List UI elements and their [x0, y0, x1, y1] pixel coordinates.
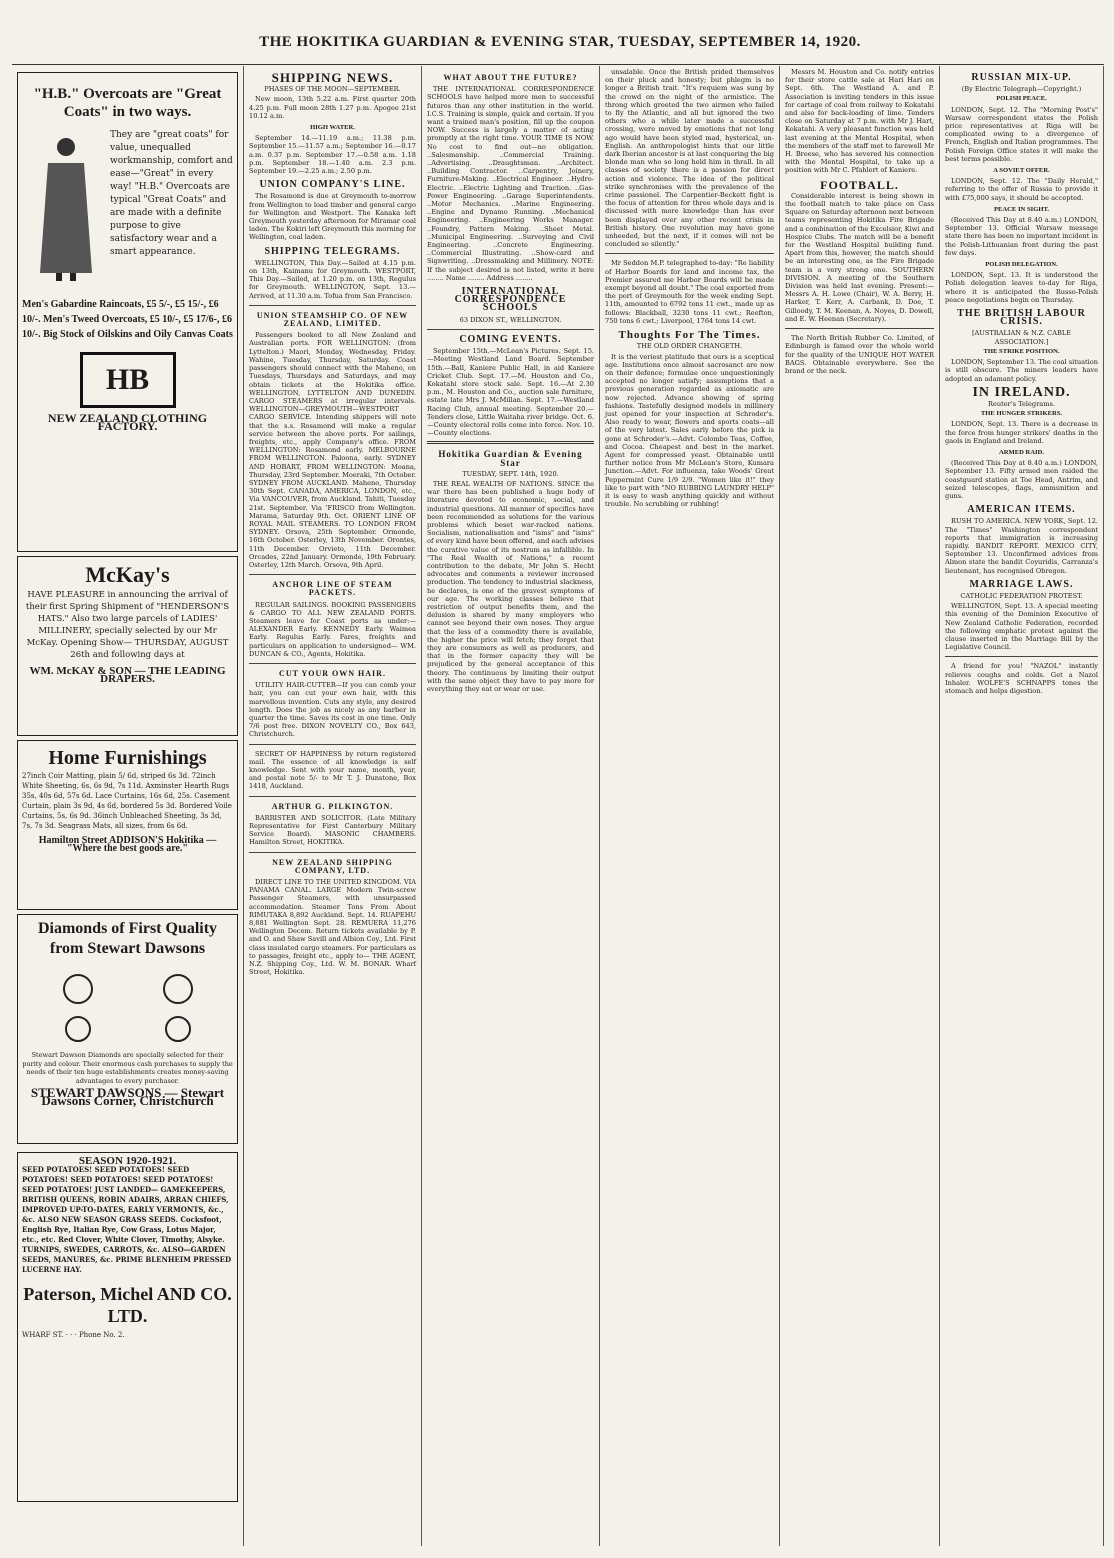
paterson-michel-logo: Paterson, Michel AND CO. LTD. [23, 1284, 232, 1327]
marriage-laws-body: WELLINGTON, Sept. 13. A special meeting this evening of the Dominion Executive of New Zealand Catholic Federation, recorded the following emphatic protest against the clause inserted in the Marriage Bill by the Legislative Council. [945, 602, 1098, 652]
season-title: SEASON 1920-1921. [78, 1155, 177, 1167]
marriage-laws-subheading: CATHOLIC FEDERATION PROTEST. [960, 591, 1083, 600]
column-4 [600, 66, 780, 1546]
shipping-telegrams-heading: SHIPPING TELEGRAMS. [264, 245, 401, 257]
thoughts-subheading: THE OLD ORDER CHANGETH. [636, 342, 743, 351]
masthead: THE HOKITIKA GUARDIAN & EVENING STAR, TUESDAY, SEPTEMBER 14, 1920. [259, 34, 861, 50]
strike-body: LONDON, September 13. The coal situation is still obscure. The miners leaders have adopted an adamant policy. [945, 358, 1098, 383]
hb-ad-title: "H.B." Overcoats are "Great Coats" in two ways. [33, 86, 222, 120]
mckay-sign: WM. McKAY & SON — THE LEADING DRAPERS. [29, 665, 226, 686]
diamonds-title: Diamonds of First Quality from Stewart Dawsons [37, 920, 218, 957]
season-body: SEED POTATOES! SEED POTATOES! SEED POTATOES! SEED POTATOES! SEED POTATOES! SEED POTATOES! JUST LANDED— GAMEKEEPERS, BRITISH QUEENS, ROBIN ADAIRS, ARRAN CHIEFS, IMPROVED UP-TO-DATES, EARLY VERMONTS, &c., &c. ALSO NEW SEASON GRASS SEEDS. Cocksfoot, English Rye, Italian Rye, Cow Grass, Lotus Major, etc., etc. Red Clover, White Clover, Timothy, Alsyke. TURNIPS, SWEDES, CARROTS, &c. ALSO—GARDEN SEEDS, MANURES, &c. PRIME BLENHEIM PRESSED LUCERNE HAY. [22, 1165, 232, 1275]
football-body: Considerable interest is being shown in the football match to take place on Cass Square on Saturday afternoon next between teams representing Hokitika Fire Brigade and a combination of the Excelsior, Kiwi and Hospice Clubs. The match will be a benefit for the Westland Hospital building fund. Apart from this, however, the match should be an interesting one, as the Fire Brigade team is a very strong one. SOUTHERN DIVISION. A meeting of the Southern Division was held last evening. Present:—Messrs A. H. Lowe (Chair), W. A. Berry, H. Harker, T. Kerr, A. Carbank, D. Doe, T. Gilloody, T. M. Keenan, A. Noyes, D. Dowell, and E. W. Heenan (Secretary). [785, 191, 935, 323]
hb-ad-body: They are "great coats" for value, unequalled workmanship, comfort and ease—"Great" in every way! "H.B." Overcoats are typical "Great Coats" and are made with a definite purpose to give satisfactory wear and a smart appearance. [110, 130, 233, 257]
leader-article: THE REAL WEALTH OF NATIONS. SINCE the war there has been published a huge body of literature devoted to economic, social, and industrial questions. All manner of specifics have been recommended as solutions for the various problems which beset war-racked nations. Socialism, nationalisation and "isms" and "isms" of every kind have been offered, and each advises the curative value of its nostrum as infallible. In "The Real Wealth of Nations," a recent contribution to the debate, Mr John S. Hecht advocates and comments a reviewer increased production. The tendency to industrial slackness, he declares, is one of the gravest symptoms of our age. The working classes believe that restriction of output benefits them, and the delusion is shared by many employers who cannot see beyond their own noses. They argue that the less of a commodity there is available, the higher the price will fetch; they forget that they are consumers as well as producers, and that in the former capacity they will be prejudiced by the general acceptance of this theory. The continuous by limiting their output with the same object they have to pay more for everything they eat or wear or use. [427, 479, 594, 694]
future-heading: WHAT ABOUT THE FUTURE? [443, 73, 578, 82]
polish-peace-heading: POLISH PEACE. [996, 95, 1047, 103]
russian-subheading: (By Electric Telegraph—Copyright.) [961, 85, 1082, 94]
column-5 [780, 66, 940, 1546]
hair-cutter-body: UTILITY HAIR-CUTTER—If you can comb your hair, you can cut your own hair, with this marvellous invention. Cuts any style, any desired length. Does the job as nicely as any barber in quarter the time. Saves its cost in one time. Only 7/6 post free. DIXON NOVELTY CO., Box 643, Christchurch. [249, 681, 416, 739]
mckay-ad [17, 556, 238, 736]
pilkington-heading: ARTHUR G. PILKINGTON. [271, 801, 394, 811]
moon-phases-body: New moon, 13th 5.22 a.m. First quarter 20th 4.25 p.m. Full moon 28th 1.27 p.m. Apogee 21st 10.12 a.m. [249, 95, 416, 120]
football-heading: FOOTBALL. [820, 177, 899, 192]
future-body: THE INTERNATIONAL CORRESPONDENCE SCHOOLS have helped more men to successful futures than any other institution in the world. I.C.S. Training is simple, quick and certain. If you want a trained man's position, fill up the coupon NOW. Success is largely a matter of acting promptly at the right time. YOUR TIME IS NOW. No cost to find out—no obligation. ..Salesmanship. ..Commercial Training. ..Advertising. ..Draughtsman. ..Architect. ..Building Contractor. ..Carpentry, Joinery, Furniture-Making. ..Electrical Engineer. ..Hydro-Electric. ..Electric Lighting and Traction. ..Gas-Power Engineering. ..Garage Superintendents. ..Motor Mechanics. ..Marine Engineering. ..Engine and Dynamo Running. ..Mechanical Engineering. ..Engineering Works Manager. ..Foundry, Pattern Making. ..Sheet Metal. ..Municipal Engineering. ..Surveying and Civil Engineering. ..Concrete Engineering. ..Commercial Illustrating. ..Show-card and Signwriting. ..Dressmaking and Millinery. NOTE: If the subject desired is not listed, write it here ........ Name ........ Address ........ [427, 85, 594, 282]
column-2 [244, 66, 422, 1546]
nazol-notice: A friend for you! "NAZOL" instantly relieves coughs and colds. Get a Nazol Inhaler. WOLFE'S SCHNAPPS tones the stomach and helps digestion. [945, 662, 1098, 695]
hunger-strikers-body: LONDON, Sept. 13. There is a decrease in the force from hunger strikers' deaths in the gaols in England and Ireland. [945, 420, 1098, 445]
coming-events-body: September 15th.—McLean's Pictures. Sept. 15.—Meeting Westland Land Board. September 15th.—Ball, Kaniere Public Hall, in aid Kaniere Cricket Club. Sept. 17.—M. Houston and Co., Kokatahi store stock sale. Sept. 16.—At 2.30 p.m., M. Houston and Co., auction sale furniture, estate late Mrs J. McMillan. Sept. 17.—Westland Racing Club, annual meeting. September 20.—Tenders close, Little Waitaha river bridge. Oct. 6.—County electoral rolls come into force. Nov. 10.—County elections. [427, 347, 594, 438]
hb-ad-footer: NEW ZEALAND CLOTHING FACTORY. [47, 411, 208, 434]
article-continued: unsalable. Once the British prided themselves on their pluck and honesty; but phlegm is no longer a British trait. "It's requiem was sung by the crowd on the night of the armistice. The throng which greeted the two airmen who failed to fly the Atlantic, and all but ignored the two others who a while later made a successful crossing, were moved by emotions that not long ago would have been styled mad, hysterical, un-English. An anthropologist hints that our little dark Iberian ancestor is at last conquering the big blonde man who so long held him in thrall. In all classes of society there is a passion for direct action and violence. The idea of the political strike synchronises with the prevalence of the crime passionel. The Carpentier-Beckett fight is the focus of attention for three whole days and is discussed with more knowledge than has ever been displayed over any other recent crisis in British history. One revolution may have gone unheeded, but the next, if it comes will not be concluded so silently." [605, 68, 774, 249]
stewart-dawsons-ad [17, 914, 238, 1144]
labour-crisis-heading: THE BRITISH LABOUR CRISIS. [957, 308, 1086, 328]
column-1 [12, 66, 244, 1546]
soviet-offer-heading: A SOVIET OFFER. [993, 167, 1050, 175]
ics-heading: INTERNATIONAL CORRESPONDENCE SCHOOLS [454, 286, 567, 314]
home-furnishings-body: 27inch Coir Matting, plain 5/ 6d, striped 6s 3d. 72inch White Sheeting, 6s, 6s 9d, 7s 11d. Axminster Hearth Rugs 35s, 40s 6d, 57s 6d. Lace Curtains, 16s 6d, 25s. Casement Curtain, plain 3s 9d, 4s 6d, bordered 5s 3d. Bordered Voile Curtains, 5s, 6s 9d. 36inch Unbleached Sheeting, 3s 3d, 7s, 7s 3d. Seagrass Mats, all sizes, from 6s 6d. [22, 772, 232, 830]
labour-crisis-subheading: [AUSTRALIAN & N.Z. CABLE ASSOCIATION.] [971, 329, 1072, 346]
hunger-strikers-heading: THE HUNGER STRIKERS. [980, 410, 1063, 418]
local-notes: Messrs M. Houston and Co. notify entries for their store cattle sale at Hari Hari on Sept. 6th. The Westland A. and P. Association is inviting tenders in this issue for cartage of coal from railway to Kokatahi and also for back-loading of lime. Tenders close on Saturday at 7 p.m. with Mr J. Hart, Kokatahi. A very pleasant function was held last evening at the Mental Hospital, when the members of the staff met to farewell Mr H. Breese, who has severed his connection with the Mental Hospital, to take up a position with Mr C. Pfahlert of Kaniere. [785, 68, 934, 175]
american-items-body: RUSH TO AMERICA. NEW YORK, Sept. 12. The "Times" Washington correspondent reports that immigration is increasing rapidly. BANDIT REPORT. MEXICO CITY, September 13. Unconfirmed advices from Almon state the bandit Coyuridis, Carranza's lieutenant, has recognised Obregon. [945, 517, 1098, 575]
mckay-body: HAVE PLEASURE in announcing the arrival of their first Spring Shipment of "HENDERSON'S HATS." Also two large parcels of LADIES' MILLINERY, specially selected by our Mr McKay. Opening Show— THURSDAY, AUGUST 26th and following days at [25, 590, 230, 660]
marriage-laws-heading: MARRIAGE LAWS. [969, 578, 1074, 590]
masthead-rule [12, 64, 1104, 65]
home-furnishings-title: Home Furnishings [48, 747, 207, 769]
ireland-heading: IN IRELAND. [972, 384, 1071, 400]
paper-date: TUESDAY, SEPT. 14th, 1920. [462, 469, 559, 478]
soviet-offer-body: LONDON, Sept. 12. The "Daily Herald," referring to the offer of Russia to provide it with £75,000 says, it should be accepted. [945, 177, 1098, 202]
moon-phases-heading: PHASES OF THE MOON—SEPTEMBER. [264, 85, 401, 94]
seed-potatoes-ad [17, 1152, 238, 1502]
armed-raid-heading: ARMED RAID. [998, 448, 1045, 456]
column-3 [422, 66, 600, 1546]
paper-title: Hokitika Guardian & Evening Star [438, 449, 583, 468]
mckay-title: McKay's [85, 562, 170, 587]
shipping-news-heading: SHIPPING NEWS. [271, 70, 394, 85]
union-line-body: The Rosamond is due at Greymouth to-morrow from Wellington to load timber and general cargo for Wellington and Westport. The Kanaka left Greymouth yesterday afternoon for Miramar coal laden. The Kokiri left Greymouth this morning for Wellington, coal laden. [249, 192, 416, 242]
ireland-subheading: Reuter's Telegrams. [988, 399, 1055, 408]
union-line-heading: UNION COMPANY'S LINE. [259, 179, 406, 191]
strike-heading: THE STRIKE POSITION. [983, 347, 1060, 355]
thoughts-body: It is the veriest platitude that ours is a sceptical age. Institutions once almost sacrosanct are now on their defence; formulae once unquestioningly accepted no longer satisfy; assumptions that a previous generation regarded as axiomatic are now rejected. Advance showing of spring fashions. Tastefully designed models in millinery just opened for your inspection at Schroder's. Also ready to wear, flowers and sports coats—all of the very latest. Sales early before the pick is gone at Schroder's.—Advt. Colombo Teas, Coffee, and Cocoa. Cheapest and best in the market. Agent for compressed yeast. Obtainable until further notice from Mr McLean's Store, Kumara Junction.—Advt. For influenza, take Woods' Great Peppermint Cure 1/9 2/9. "Women like it!" they like to part with "NO RUBBING LAUNDRY HELP" it is easy to wash anything quickly and without trouble. No scrubbing or rubbing! [605, 352, 774, 509]
man-in-overcoat-illustration [26, 133, 106, 283]
polish-peace-body: LONDON, Sept. 12. The "Morning Post's" Warsaw correspondent states the Polish price representatives at Riga will be complicated owing to a divergence of French, English and Italian programmes. The Polish Foreign Office states it will make the best terms possible. [945, 105, 1098, 163]
union-steamship-body: Passengers booked to all New Zealand and Australian ports. FOR WELLINGTON: (from Lyttelton.) Maori, Monday, Wednesday, Friday. Wahine, Tuesday, Thursday, Saturday. Coast passengers should connect with the Maheno, on Tuesdays, Thursdays and Saturdays, and may obtain tickets at the Hokitika office. WELLINGTON, LYTTELTON AND DUNEDIN. CARGO STEAMERS at irregular intervals. WELLINGTON—GREYMOUTH—WESTPORT CARGO SERVICE. Intending shippers will note that the s.s. Rosamond will make a regular service between the above ports. For sailings, freights, etc., apply Company's office. FROM WELLINGTON: Rosamond early. MELBOURNE FROM WELLINGTON. Paloona, early. SYDNEY AND HOBART, FROM WELLINGTON: Moana, Thursday, 23rd September. Moeraki, 7th October. SYDNEY FROM AUCKLAND. Maheno, Thursday 30th Sept. CANADA, AMERICA, LONDON, etc., Via VANCOUVER, from Auckland. Tahiti, Tuesday 21st. September. Via 'FRISCO from Wellington. Marama, Saturday 9th. Oct. ORIENT LINE OF ROYAL MAIL STEAMERS. TO LONDON FROM SYDNEY. Orsova, 25th September. Ormonde, 16th October. Osterley, 13th November. Orontes, 11th December. Orvieto, 11th December. Orcades, 22nd January. Ormonde, 19th February. Osterley, 12th March. Orsova, 9th April. [249, 331, 416, 569]
home-furnishings-ad [17, 740, 238, 910]
american-items-heading: AMERICAN ITEMS. [967, 504, 1076, 516]
peace-sight-body: (Received This Day at 8.40 a.m.) LONDON, September 13. Official Warsaw message state there has been no important incident in the Polish-Lithuanian front during the past few days. [945, 216, 1098, 257]
stewart-dawsons-sign: STEWART DAWSONS — Stewart Dawsons Corner, Christchurch [30, 1085, 225, 1109]
addison-sign: Hamilton Street ADDISON'S Hokitika — "Where the best goods are." [38, 835, 217, 855]
secret-happiness-ad: SECRET OF HAPPINESS by return registered mail. The essence of all knowledge is self knowledge. Sent with your name, month, year, and postal note 5/- to Mr T. J. Dunstone, Box 1418, Auckland. [249, 749, 416, 791]
anchor-line-heading: ANCHOR LINE OF STEAM PACKETS. [272, 580, 393, 598]
anchor-line-body: REGULAR SAILINGS. BOOKING PASSENGERS & CARGO TO ALL NEW ZEALAND PORTS. Steamers leave for Coast ports as under:— ALEXANDER Early. KENNEDY Early. Waimea Early. Regulus Early. Fares, freights and particulars on application to undersigned— WM. DUNCAN & CO., Agents, Hokitika. [249, 600, 416, 658]
armed-raid-body: (Received This Day at 8.40 a.m.) LONDON, September 13. Fifty armed men raided the coastguard station at Toe Head, Antrim, and seized telescopes, flags, ammunition and guns. [945, 459, 1098, 500]
hot-water-bag-notice: The North British Rubber Co. Limited, of Edinburgh is famed over the whole world for the quality of the UNIQUE HOT WATER BAGS. Obtainable everywhere. See the brand or the neck. [785, 334, 934, 375]
coming-events-heading: COMING EVENTS. [459, 333, 562, 345]
ics-address: 63 DIXON ST., WELLINGTON. [459, 315, 562, 324]
pilkington-body: BARRISTER AND SOLICITOR. (Late Military Representative for First Canterbury Military Service Board). MASONIC CHAMBERS. Hamilton Street, HOKITIKA. [249, 813, 416, 847]
russian-heading: RUSSIAN MIX-UP. [971, 72, 1072, 83]
nz-shipping-body: DIRECT LINE TO THE UNITED KINGDOM. VIA PANAMA CANAL. LARGE Modern Twin-screw Passenger Steamers, with unsurpassed accommodation. Steamer Tons From About RIMUTAKA 8,892 Auckland. Sept. 14. RUAPEHU 8,881 Wellington Sept. 28. REMUERA 11,276 Wellington Decem. Return tickets available by P. and O. and Shaw Savill and Albion Coy., Ltd. First class insulated cargo steamers. For particulars as to passages, freight etc., apply to— THE AGENT, N.Z. Shipping Coy., Ltd. W. M. BONAR. Wharf Street, Hokitika. [249, 878, 416, 977]
thoughts-heading: Thoughts For The Times. [618, 329, 761, 342]
hair-cutter-heading: CUT YOUR OWN HAIR. [279, 669, 386, 678]
local-news: Mr Seddon M.P. telegraphed to-day: "Re liability of Harbor Boards for land and income tax, the Premier assured me Harbor Boards will be made exempt beyond all doubt." The coal exported from the port of Greymouth for the week ending Sept. 11th, amounted to 6792 tons 11 cwt., made up as follows: Blackball, 3230 tons 11 cwt.; Reefton, 750 tons 6 cwt.; Liverpool, 1764 tons 14 cwt. [605, 259, 774, 325]
peace-sight-heading: PEACE IN SIGHT. [993, 205, 1050, 213]
diamonds-body: Stewart Dawson Diamonds are specially selected for their purity and colour. Their enormous cash purchases to supply the needs of their ten huge establishments creates money-saving advantages to every purchaser. [22, 1051, 233, 1085]
column-6 [940, 66, 1104, 1546]
diamond-rings-illustration [28, 959, 228, 1049]
hb-ad-price-lines: Men's Gabardine Raincoats, £5 5/-, £5 15/-, £6 10/-. Men's Tweed Overcoats, £5 10/-, £5 17/6-, £6 10/-. Big Stock of Oilskins and Oily Canvas Coats [22, 299, 233, 340]
high-water-heading: HIGH WATER. [310, 124, 355, 132]
union-steamship-heading: UNION STEAMSHIP CO. OF NEW ZEALAND, LIMITED. [256, 310, 409, 329]
polish-delegation-heading: POLISH DELEGATION. [985, 261, 1058, 269]
high-water-body: September 14.—11.19 a.m.; 11.38 p.m. September 15.—11.57 a.m.; September 16.—0.17 a.m. 0.37 p.m. September 17.—0.58 a.m. 1.18 p.m. September 18.—1.40 a.m. 2.3 p.m. September 19.—2.25 a.m.; 2.50 p.m. [249, 134, 416, 176]
hb-logo: HB [80, 352, 176, 408]
shipping-telegrams-body: WELLINGTON, This Day.—Sailed at 4.15 p.m. on 13th, Kaimanu for Greymouth. WESTPORT, This Day.—Sailed, at 1.20 p.m. on 13th, Regulus for Greymouth. WELLINGTON, Sept. 13.—Arrived, at 11.30 a.m. Tofua from San Francisco. [249, 258, 416, 300]
hb-overcoats-ad [17, 72, 238, 552]
paterson-footer: WHARF ST. · · · Phone No. 2. [22, 1331, 125, 1340]
polish-delegation-body: LONDON, Sept. 13. It is understood the Polish delegation leaves to-day for Riga, where it is anticipated the Russo-Polish peace negotiations begin on Thursday. [945, 271, 1098, 304]
nz-shipping-heading: NEW ZEALAND SHIPPING COMPANY, LTD. [272, 857, 393, 875]
